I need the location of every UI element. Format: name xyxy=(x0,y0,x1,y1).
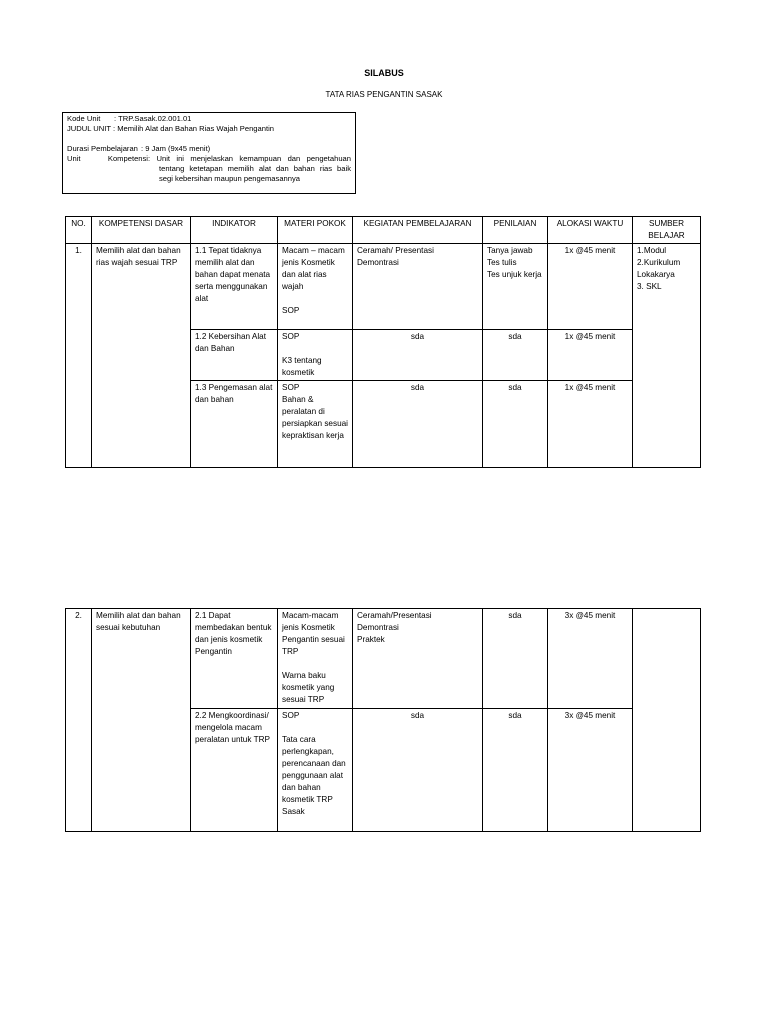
alokasi-waktu-cell: 1x @45 menit xyxy=(548,330,633,381)
durasi-label: Durasi Pembelajaran xyxy=(67,144,138,153)
header-materi-pokok: MATERI POKOK xyxy=(278,217,353,244)
unit-info-box xyxy=(62,112,356,194)
unit-kompetensi-label: Unit Kompetensi xyxy=(67,154,148,163)
header-no: NO. xyxy=(66,217,92,244)
header-alokasi-waktu: ALOKASI WAKTU xyxy=(548,217,633,244)
unit-kompetensi-row xyxy=(67,154,351,164)
materi-pokok-cell: SOP K3 tentang kosmetik xyxy=(278,330,353,381)
alokasi-waktu-cell: 1x @45 menit xyxy=(548,244,633,330)
kode-unit-value: : TRP.Sasak.02.001.01 xyxy=(114,114,192,123)
kode-unit-row xyxy=(67,114,351,124)
sumber-belajar-cell: 1.Modul 2.Kurikulum Lokakarya 3. SKL xyxy=(633,244,701,468)
judul-unit-label: JUDUL UNIT xyxy=(67,124,111,133)
row-number: 1. xyxy=(66,244,92,468)
document-title: SILABUS xyxy=(364,68,404,78)
penilaian-cell: sda xyxy=(483,381,548,468)
durasi-value: : 9 Jam (9x45 menit) xyxy=(141,144,211,153)
penilaian-cell: sda xyxy=(483,709,548,832)
indikator-cell: 2.2 Mengkoordinasi/ mengelola macam peralatan untuk TRP xyxy=(191,709,278,832)
indikator-cell: 1.3 Pengemasan alat dan bahan xyxy=(191,381,278,468)
alokasi-waktu-cell: 1x @45 menit xyxy=(548,381,633,468)
penilaian-cell: sda xyxy=(483,330,548,381)
spacer xyxy=(67,134,351,144)
kompetensi-dasar-cell: Memilih alat dan bahan sesuai kebutuhan xyxy=(92,609,191,832)
document-subtitle: TATA RIAS PENGANTIN SASAK xyxy=(325,90,443,99)
alokasi-waktu-cell: 3x @45 menit xyxy=(548,709,633,832)
materi-pokok-cell: SOP Tata cara perlengkapan, perencanaan dan penggunaan alat dan bahan kosmetik TRP Sasak xyxy=(278,709,353,832)
penilaian-cell: sda xyxy=(483,609,548,709)
judul-unit-value: : Memilih Alat dan Bahan Rias Wajah Pengantin xyxy=(113,124,274,133)
header-penilaian: PENILAIAN xyxy=(483,217,548,244)
judul-unit-row xyxy=(67,124,351,134)
header-indikator: INDIKATOR xyxy=(191,217,278,244)
sumber-belajar-cell xyxy=(633,609,701,832)
materi-pokok-cell: Macam-macam jenis Kosmetik Pengantin sesuai TRP Warna baku kosmetik yang sesuai TRP xyxy=(278,609,353,709)
indikator-cell: 1.2 Kebersihan Alat dan Bahan xyxy=(191,330,278,381)
kompetensi-dasar-cell: Memilih alat dan bahan rias wajah sesuai TRP xyxy=(92,244,191,468)
table-row xyxy=(66,244,701,330)
header-kegiatan-pembelajaran: KEGIATAN PEMBELAJARAN xyxy=(353,217,483,244)
kegiatan-cell: sda xyxy=(353,709,483,832)
materi-pokok-cell: Macam – macam jenis Kosmetik dan alat rias wajah SOP xyxy=(278,244,353,330)
unit-kompetensi-line-2: tentang ketetapan memilih alat dan bahan rias baik xyxy=(159,164,351,173)
materi-pokok-cell: SOP Bahan & peralatan di persiapkan sesuai kepraktisan kerja xyxy=(278,381,353,468)
row-number: 2. xyxy=(66,609,92,832)
kegiatan-cell: Ceramah/ Presentasi Demontrasi xyxy=(353,244,483,330)
kegiatan-cell: Ceramah/Presentasi Demontrasi Praktek xyxy=(353,609,483,709)
kode-unit-label: Kode Unit xyxy=(67,114,101,123)
syllabus-table-1 xyxy=(65,216,701,468)
alokasi-waktu-cell: 3x @45 menit xyxy=(548,609,633,709)
kegiatan-cell: sda xyxy=(353,381,483,468)
table-row xyxy=(66,609,701,709)
indikator-cell: 2.1 Dapat membedakan bentuk dan jenis kosmetik Pengantin xyxy=(191,609,278,709)
kegiatan-cell: sda xyxy=(353,330,483,381)
header-sumber-belajar: SUMBER BELAJAR xyxy=(633,217,701,244)
header-kompetensi-dasar: KOMPETENSI DASAR xyxy=(92,217,191,244)
syllabus-table-2 xyxy=(65,608,701,832)
penilaian-cell: Tanya jawab Tes tulis Tes unjuk kerja xyxy=(483,244,548,330)
unit-kompetensi-line-3: segi kebersihan maupun pengemasannya xyxy=(159,174,301,183)
table-header-row xyxy=(66,217,701,244)
indikator-cell: 1.1 Tepat tidaknya memilih alat dan bahan dapat menata serta menggunakan alat xyxy=(191,244,278,330)
unit-kompetensi-line-1: : Unit ini menjelaskan kemampuan dan pengetahuan xyxy=(148,154,351,163)
durasi-row xyxy=(67,144,351,154)
